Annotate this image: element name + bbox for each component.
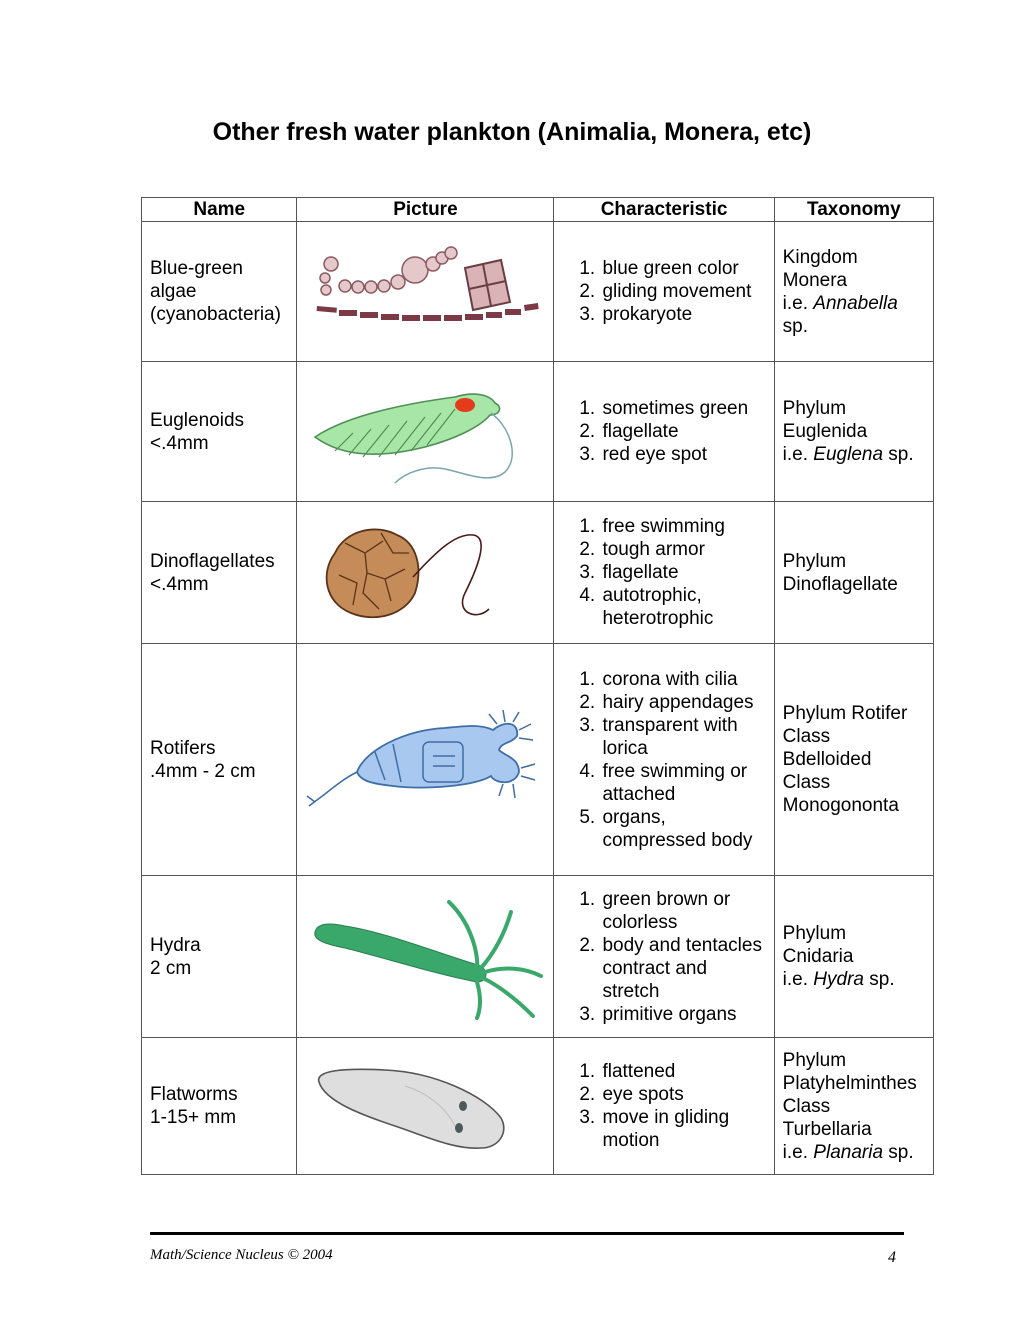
- table-row: [142, 644, 934, 876]
- list-item: 2. hairy appendages: [600, 691, 765, 714]
- table-row: [142, 362, 934, 502]
- picture-cell: [297, 644, 554, 876]
- name-cell: Dinoflagellates <.4mm: [142, 502, 297, 644]
- header-name: Name: [142, 198, 297, 222]
- table-row: [142, 222, 934, 362]
- rotifer-illustration: [305, 700, 545, 820]
- picture-cell: [297, 362, 554, 502]
- list-item: 4. free swimming or attached: [600, 760, 765, 806]
- characteristic-cell: [554, 876, 774, 1038]
- picture-cell: [297, 876, 554, 1038]
- table-row: [142, 1038, 934, 1175]
- list-item: 2. body and tentacles contract and stretch: [600, 934, 765, 1003]
- list-item: 1. corona with cilia: [600, 668, 765, 691]
- cyanobacteria-illustration: [305, 242, 545, 342]
- list-item: 3. primitive organs: [600, 1003, 765, 1026]
- list-item: 1. green brown or colorless: [600, 888, 765, 934]
- genus-name: Hydra: [813, 969, 864, 990]
- list-item: 1. blue green color: [600, 257, 765, 280]
- picture-cell: [297, 502, 554, 644]
- characteristic-cell: [554, 222, 774, 362]
- characteristic-list: [562, 668, 765, 852]
- list-item: 2. flagellate: [600, 420, 765, 443]
- characteristic-list: [562, 397, 765, 466]
- header-taxonomy: Taxonomy: [774, 198, 933, 222]
- hydra-illustration: [305, 892, 545, 1022]
- list-item: 3. transparent with lorica: [600, 714, 765, 760]
- dinoflagellate-illustration: [305, 513, 545, 633]
- name-cell: Blue-green algae (cyanobacteria): [142, 222, 297, 362]
- header-row: [142, 198, 934, 222]
- genus-name: Annabella: [813, 292, 898, 314]
- footer-copyright: Math/Science Nucleus © 2004: [150, 1247, 333, 1263]
- name-cell: Rotifers .4mm - 2 cm: [142, 644, 297, 876]
- genus-name: Planaria: [813, 1141, 884, 1163]
- plankton-table: [141, 197, 934, 1175]
- list-item: 2. eye spots: [600, 1083, 765, 1106]
- footer-divider: [150, 1232, 904, 1235]
- list-item: 1. sometimes green: [600, 397, 765, 420]
- genus-name: Euglena: [813, 444, 884, 465]
- page-number: 4: [888, 1249, 896, 1266]
- list-item: 1. flattened: [600, 1060, 765, 1083]
- header-picture: Picture: [297, 198, 554, 222]
- list-item: 4. autotrophic, heterotrophic: [600, 584, 765, 630]
- list-item: 3. flagellate: [600, 561, 765, 584]
- characteristic-cell: [554, 1038, 774, 1175]
- taxonomy-cell: Phylum Euglenida i.e. Euglena sp.: [774, 362, 933, 502]
- list-item: 5. organs, compressed body: [600, 806, 765, 852]
- taxonomy-cell: Phylum Cnidaria i.e. Hydra sp.: [774, 876, 933, 1038]
- characteristic-list: [562, 1060, 765, 1152]
- characteristic-cell: [554, 362, 774, 502]
- picture-cell: [297, 1038, 554, 1175]
- list-item: 2. tough armor: [600, 538, 765, 561]
- taxonomy-cell: Phylum Platyhelminthes Class Turbellaria i.e. Planaria sp.: [774, 1038, 933, 1175]
- list-item: 2. gliding movement: [600, 280, 765, 303]
- characteristic-cell: [554, 502, 774, 644]
- page-title: Other fresh water plankton (Animalia, Monera, etc): [212, 118, 812, 146]
- characteristic-list: [562, 515, 765, 630]
- header-characteristic: Characteristic: [554, 198, 774, 222]
- taxonomy-cell: Kingdom Monera i.e. Annabella sp.: [774, 222, 933, 362]
- characteristic-list: [562, 257, 765, 326]
- characteristic-cell: [554, 644, 774, 876]
- taxonomy-cell: Phylum Rotifer Class Bdelloided Class Monogononta: [774, 644, 933, 876]
- euglena-illustration: [305, 377, 545, 487]
- name-cell: Euglenoids <.4mm: [142, 362, 297, 502]
- list-item: 1. free swimming: [600, 515, 765, 538]
- list-item: 3. prokaryote: [600, 303, 765, 326]
- taxonomy-cell: Phylum Dinoflagellate: [774, 502, 933, 644]
- name-cell: Hydra 2 cm: [142, 876, 297, 1038]
- picture-cell: [297, 222, 554, 362]
- list-item: 3. move in gliding motion: [600, 1106, 765, 1152]
- name-cell: Flatworms 1-15+ mm: [142, 1038, 297, 1175]
- characteristic-list: [562, 888, 765, 1026]
- table-row: [142, 502, 934, 644]
- flatworm-illustration: [305, 1056, 545, 1156]
- list-item: 3. red eye spot: [600, 443, 765, 466]
- table-row: [142, 876, 934, 1038]
